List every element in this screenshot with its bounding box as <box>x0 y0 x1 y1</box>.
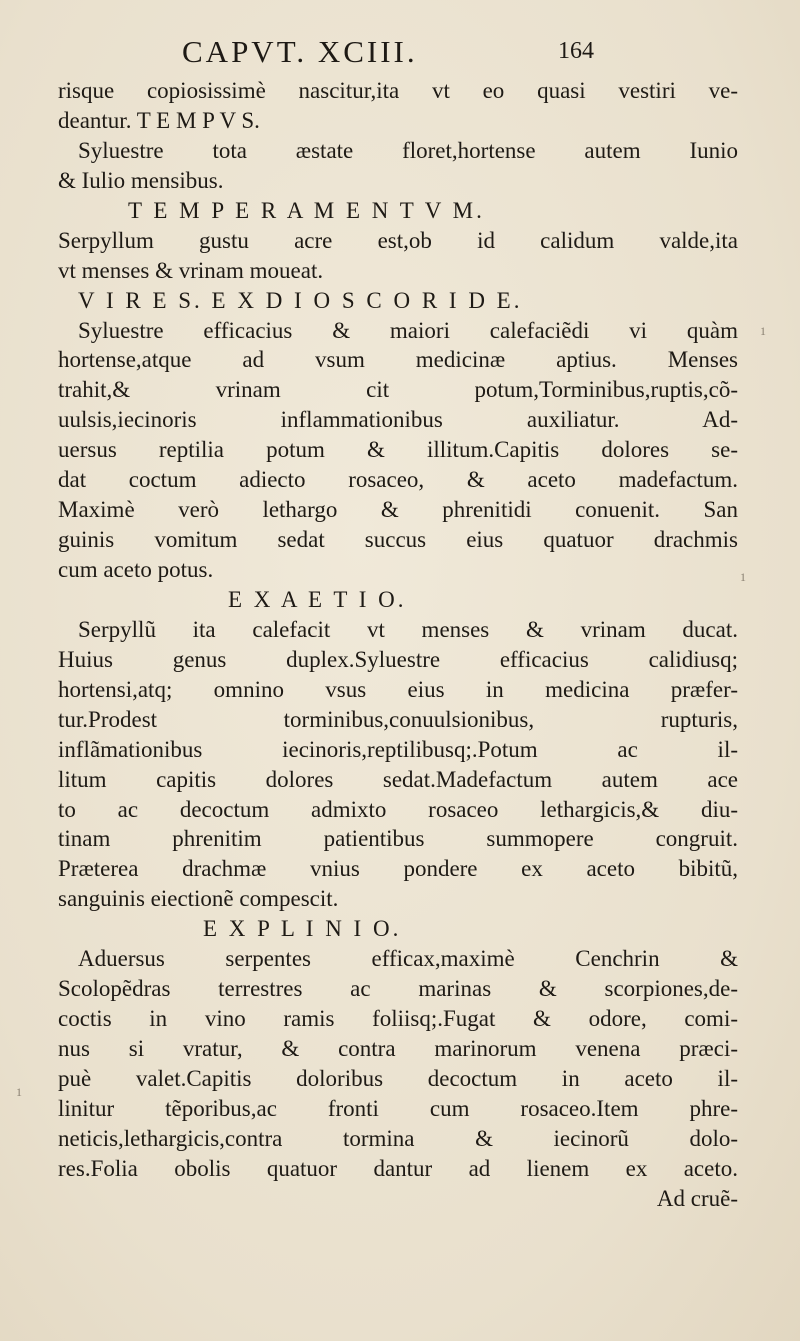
text-line: to ac decoctum admixto rosaceo lethargicis,& diu- <box>58 796 738 822</box>
margin-mark: 1 <box>760 324 766 338</box>
text-line: uulsis,iecinoris inflammationibus auxiliatur. Ad- <box>58 407 738 433</box>
text-line: tur.Prodest torminibus,conuulsionibus, rupturis, <box>58 706 738 732</box>
text-line: uersus reptilia potum & illitum.Capitis dolores se- <box>58 437 738 463</box>
text-line: neticis,lethargicis,contra tormina & iecinorũ dolo- <box>58 1125 738 1151</box>
text-line: trahit,& vrinam cit potum,Torminibus,ruptis,cõ- <box>58 377 738 403</box>
margin-mark: 1 <box>740 570 746 584</box>
text-line: litum capitis dolores sedat.Madefactum autem ace <box>58 766 738 792</box>
section-heading: T E M P E R A M E N T V M. <box>128 197 485 223</box>
running-head: CAPVT. XCIII. <box>182 34 418 69</box>
body-text <box>58 76 738 1214</box>
text-line: hortensi,atq; omnino vsus eius in medicina præfer- <box>58 676 738 702</box>
text-line: risque copiosissimè nascitur,ita vt eo quasi vestiri ve- <box>58 78 738 103</box>
text-line: Præterea drachmæ vnius pondere ex aceto bibitũ, <box>58 856 738 882</box>
text-line: guinis vomitum sedat succus eius quatuor drachmis <box>58 527 738 553</box>
text-line: coctis in vino ramis foliisq;.Fugat & odore, comi- <box>58 1006 738 1032</box>
margin-mark: 1 <box>16 1085 22 1099</box>
text-line: linitur tẽporibus,ac fronti cum rosaceo.Item phre- <box>58 1095 738 1121</box>
page-number: 164 <box>558 38 594 64</box>
text-line: nus si vratur, & contra marinorum venena præci- <box>58 1036 738 1061</box>
text-line: vt menses & vrinam moueat. <box>58 257 324 283</box>
section-heading: E X P L I N I O. <box>203 916 402 942</box>
text-line: tinam phrenitim patientibus summopere congruit. <box>58 826 738 852</box>
text-line: Scolopẽdras terrestres ac marinas & scorpiones,de- <box>58 976 738 1002</box>
section-heading: V I R E S. E X D I O S C O R I D E. <box>78 287 523 313</box>
text-line: Syluestre efficacius & maiori calefaciẽdi vi quàm <box>78 317 738 343</box>
text-line: Serpyllũ ita calefacit vt menses & vrinam ducat. <box>78 616 738 642</box>
text-line: Huius genus duplex.Syluestre efficacius calidiusq; <box>58 646 738 672</box>
text-line: deantur. T E M P V S. <box>58 107 260 133</box>
text-line: Syluestre tota æstate floret,hortense autem Iunio <box>78 137 738 163</box>
text-line: Aduersus serpentes efficax,maximè Cenchrin & <box>78 946 738 972</box>
section-heading: E X A E T I O. <box>228 586 407 612</box>
text-line: dat coctum adiecto rosaceo, & aceto madefactum. <box>58 467 738 493</box>
text-line: puè valet.Capitis doloribus decoctum in aceto il- <box>58 1065 738 1091</box>
text-line: res.Folia obolis quatuor dantur ad lienem ex aceto. <box>58 1155 738 1181</box>
text-line: Ad cruẽ- <box>656 1185 738 1211</box>
text-line: Serpyllum gustu acre est,ob id calidum valde,ita <box>58 227 738 253</box>
text-line: cum aceto potus. <box>58 557 214 582</box>
text-line: sanguinis eiectionẽ compescit. <box>58 886 339 912</box>
text-line: inflãmationibus iecinoris,reptilibusq;.Potum ac il- <box>58 736 738 762</box>
text-line: & Iulio mensibus. <box>58 167 224 193</box>
text-line: hortense,atque ad vsum medicinæ aptius. Menses <box>58 347 738 373</box>
text-line: Maximè verò lethargo & phrenitidi conuenit. San <box>58 497 738 523</box>
page-header <box>150 34 650 70</box>
